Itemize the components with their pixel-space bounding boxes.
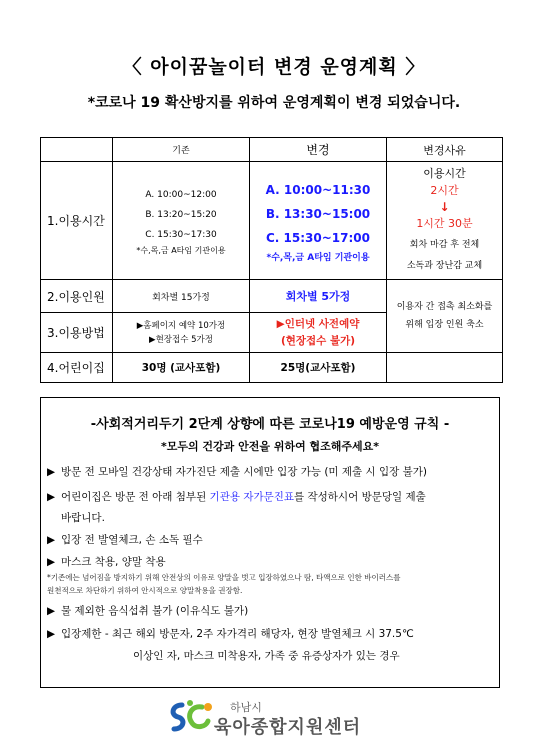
- reason-people-method: [387, 280, 503, 353]
- reason-time-text1: 회차 마감 후 전체: [409, 239, 480, 250]
- triangle-bullet-icon: ▶: [47, 605, 56, 617]
- row-label-time: 1.이용시간: [41, 162, 113, 280]
- rule-item-6-cont: 이상인 자, 마스크 미착용자, 가족 중 유증상자가 있는 경우: [133, 650, 400, 662]
- reason-people-line1: 이용자 간 접촉 최소화를: [396, 302, 493, 312]
- rule-item-6-text: 입장제한 - 최근 해외 방문자, 2주 자가격리 해당자, 현장 발열체크 시 37.5℃: [61, 628, 414, 640]
- change-time-b: B. 13:30~15:00: [265, 207, 371, 221]
- base-time-a: A. 10:00~12:00: [145, 190, 217, 200]
- base-time-c: C. 15:30~17:30: [145, 230, 217, 240]
- triangle-bullet-icon: ▶: [47, 556, 56, 568]
- base-people: 회차별 15가정: [113, 280, 250, 313]
- center-logo: [168, 693, 388, 743]
- rule-item-2: [47, 489, 426, 504]
- rule-item-6: [47, 626, 414, 641]
- table-row-people: [41, 280, 503, 313]
- base-daycare: 30명 (교사포함): [113, 353, 250, 383]
- plan-table: [40, 137, 503, 383]
- table-row-time: [41, 162, 503, 280]
- table-header-row: [41, 138, 503, 162]
- reason-time-cell: [387, 162, 503, 280]
- header-base: 기존: [113, 138, 250, 162]
- rule-item-1-text: 방문 전 모바일 건강상태 자가진단 제출 시에만 입장 가능 (미 제출 시 입장 불가): [61, 466, 428, 478]
- rule-item-5: [47, 603, 248, 618]
- rule-item-4: [47, 554, 166, 569]
- triangle-bullet-icon: ▶: [47, 491, 56, 503]
- table-row-daycare: [41, 353, 503, 383]
- change-time-c: C. 15:30~17:00: [266, 231, 370, 245]
- rule-item-3-text: 입장 전 발열체크, 손 소독 필수: [61, 534, 203, 546]
- change-daycare: 25명(교사포함): [250, 353, 387, 383]
- base-method-cell: [113, 313, 250, 353]
- row-label-daycare: 4.어린이집: [41, 353, 113, 383]
- change-method-1: ▶인터넷 사전예약: [276, 317, 360, 330]
- rule-item-3: [47, 532, 203, 547]
- base-method-2: ▶현장접수 5가정: [149, 334, 213, 345]
- self-checklist-link[interactable]: 기관용 자가문진표: [209, 491, 295, 503]
- base-time-note: *수,목,금 A타임 기관이용: [136, 246, 226, 255]
- down-arrow-icon: ↓: [439, 199, 450, 214]
- rule-item-5-text: 물 제외한 음식섭취 불가 (이유식도 불가): [61, 605, 249, 617]
- reason-time-title: 이용시간: [423, 166, 466, 180]
- rule-item-2-pre: 어린이집은 방문 전 아래 첨부된: [61, 491, 210, 503]
- change-people: 회차별 5가정: [250, 280, 387, 313]
- reason-time-text2: 소독과 장난감 교체: [406, 260, 483, 271]
- reason-daycare: [387, 353, 503, 383]
- header-reason: 변경사유: [387, 138, 503, 162]
- change-time-a: A. 10:00~11:30: [265, 183, 371, 197]
- base-time-b: B. 13:20~15:20: [145, 210, 217, 220]
- rules-box: [40, 397, 500, 688]
- change-method-cell: [250, 313, 387, 353]
- rule-item-2-post: 를 작성하시어 방문당일 제출: [294, 491, 426, 503]
- row-label-people: 2.이용인원: [41, 280, 113, 313]
- rule-item-2-cont: 바랍니다.: [61, 512, 105, 524]
- triangle-bullet-icon: ▶: [47, 466, 56, 478]
- logo-name: 육아종합지원센터: [214, 717, 362, 738]
- change-method-2: (현장접수 불가): [280, 334, 356, 347]
- change-time-note: *수,목,금 A타임 기관이용: [266, 253, 370, 263]
- triangle-bullet-icon: ▶: [47, 534, 56, 546]
- rules-heading: -사회적거리두기 2단계 상향에 따른 코로나19 예방운영 규칙 -: [90, 417, 450, 432]
- header-change: 변경: [250, 138, 387, 162]
- reason-time-from: 2시간: [430, 183, 459, 197]
- header-empty: [41, 138, 113, 162]
- logo-city: 하남시: [230, 701, 262, 714]
- rule-item-1: [47, 464, 427, 479]
- rule-note-2: 원천적으로 차단하기 위하여 안시적으로 양말착용을 권장함.: [47, 586, 243, 595]
- triangle-bullet-icon: ▶: [47, 628, 56, 640]
- rules-subheading: *모두의 건강과 안전을 위하여 협조해주세요*: [160, 440, 380, 453]
- page-title: 〈 아이꿈놀이터 변경 운영계획 〉: [122, 56, 426, 78]
- reason-people-line2: 위해 입장 인원 축소: [405, 320, 484, 330]
- base-time-cell: [113, 162, 250, 280]
- row-label-method: 3.이용방법: [41, 313, 113, 353]
- logo-mark-icon: [168, 697, 216, 737]
- base-method-1: ▶홈페이지 예약 10가정: [136, 320, 226, 331]
- rule-note-1: *기존에는 넘어짐을 방지하기 위해 안전상의 이유로 양말을 벗고 입장하였으나 땀, 타액으로 인한 바이러스를: [47, 573, 401, 582]
- rule-item-4-text: 마스크 착용, 양말 착용: [61, 556, 166, 568]
- change-time-cell: [250, 162, 387, 280]
- reason-time-to: 1시간 30분: [416, 216, 473, 230]
- page-subtitle: *코로나 19 확산방지를 위하여 운영계획이 변경 되었습니다.: [87, 95, 461, 111]
